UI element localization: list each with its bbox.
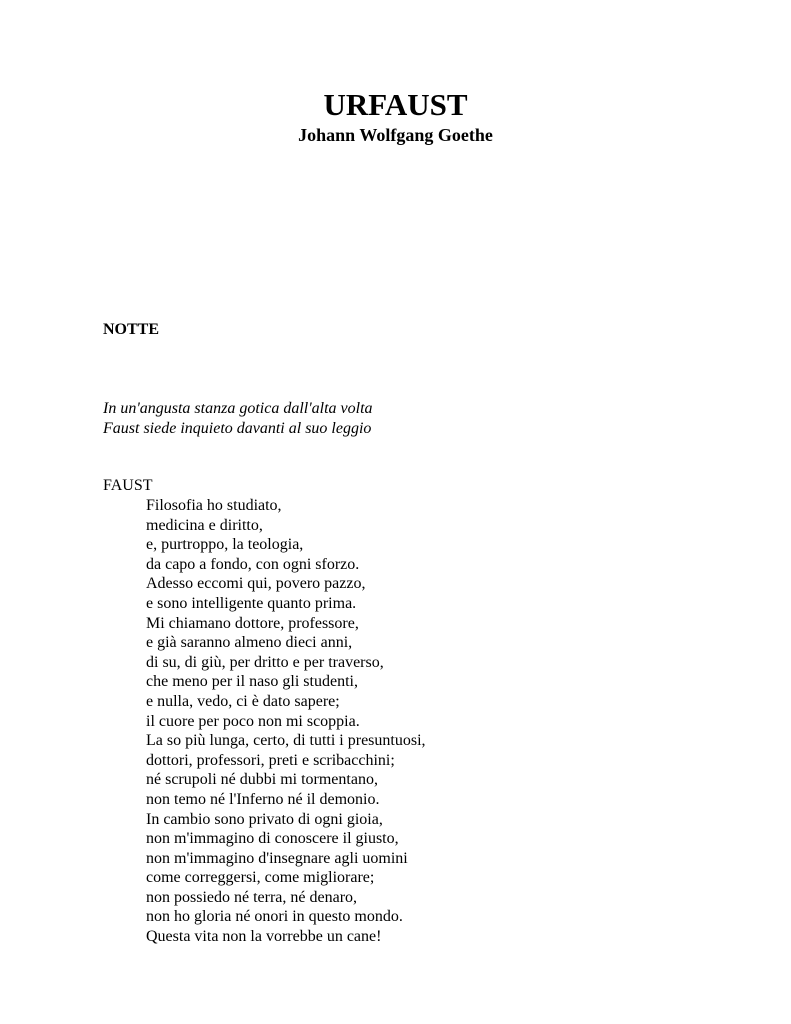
- document-title: URFAUST: [323, 87, 468, 122]
- verse-line: Adesso eccomi qui, povero pazzo,: [146, 575, 366, 593]
- verse-line: Filosofia ho studiato,: [146, 497, 282, 514]
- verse-line: né scrupoli né dubbi mi tormentano,: [146, 771, 378, 789]
- stage-direction-line: Faust siede inquieto davanti al suo leggio: [103, 419, 372, 437]
- verse-line: dottori, professori, preti e scribacchini;: [146, 751, 395, 769]
- verse-line: da capo a fondo, con ogni sforzo.: [146, 555, 360, 573]
- verse-line: non m'immagino d'insegnare agli uomini: [146, 849, 408, 867]
- verse-line: La so più lunga, certo, di tutti i presuntuosi,: [146, 732, 426, 750]
- verse-line: di su, di giù, per dritto e per traverso,: [146, 653, 384, 671]
- stage-direction: [103, 399, 373, 438]
- verse-line: e sono intelligente quanto prima.: [146, 594, 357, 612]
- verse-line: non m'immagino di conoscere il giusto,: [146, 830, 399, 848]
- verse-line: non possiedo né terra, né denaro,: [146, 888, 358, 906]
- verse-line: e nulla, vedo, ci è dato sapere;: [146, 692, 340, 710]
- section-heading: NOTTE: [103, 321, 160, 338]
- verse-line: In cambio sono privato di ogni gioia,: [146, 810, 383, 828]
- verse-line: non ho gloria né onori in questo mondo.: [146, 908, 403, 926]
- stage-direction-line: In un'angusta stanza gotica dall'alta volta: [103, 400, 373, 417]
- verse-line: il cuore per poco non mi scoppia.: [146, 712, 360, 730]
- verse-block: [146, 496, 426, 947]
- verse-line: e già saranno almeno dieci anni,: [146, 634, 353, 652]
- verse-line: e, purtroppo, la teologia,: [146, 536, 304, 554]
- speaker-name: FAUST: [103, 477, 153, 494]
- verse-line: Mi chiamano dottore, professore,: [146, 614, 359, 632]
- verse-line: Questa vita non la vorrebbe un cane!: [146, 928, 382, 946]
- verse-line: come correggersi, come migliorare;: [146, 869, 375, 887]
- author-name: Johann Wolfgang Goethe: [298, 125, 493, 145]
- verse-line: non temo né l'Inferno né il demonio.: [146, 790, 380, 808]
- verse-line: che meno per il naso gli studenti,: [146, 673, 358, 691]
- verse-line: medicina e diritto,: [146, 516, 263, 534]
